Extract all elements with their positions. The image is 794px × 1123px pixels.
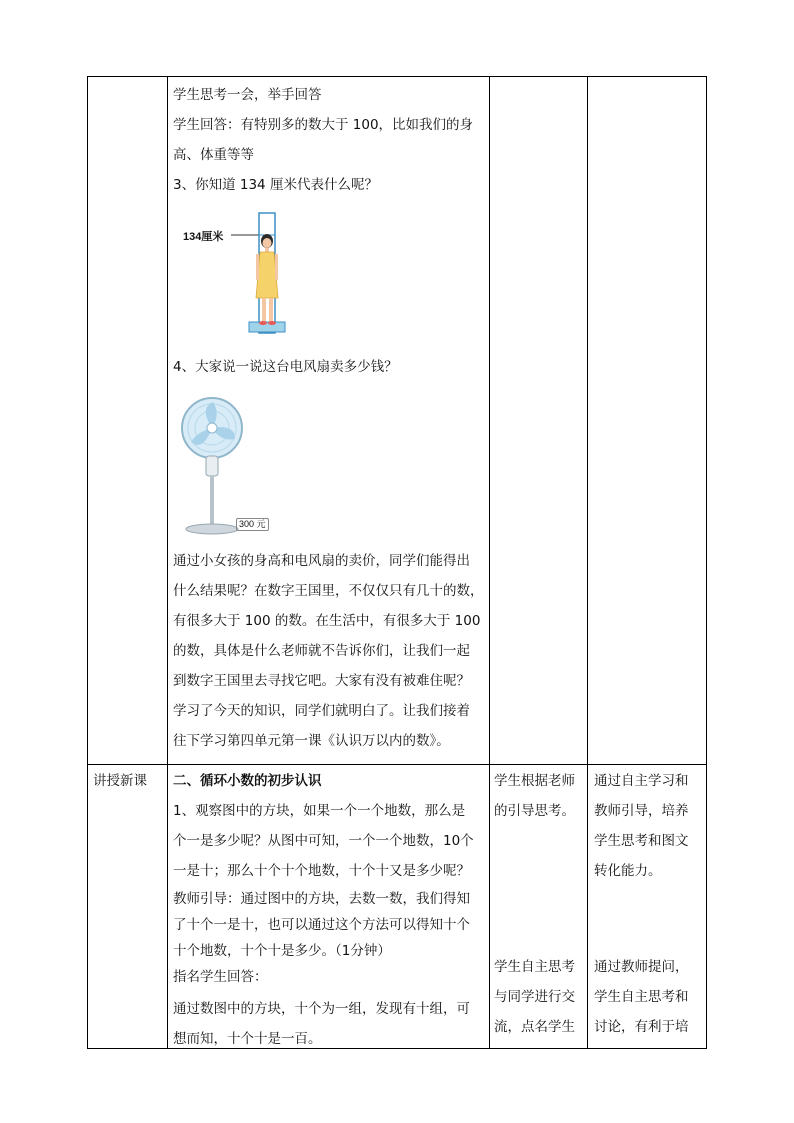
stage-label: 讲授新课 xyxy=(93,773,147,789)
content-line: 一是十；那么十个十个地数，十个十又是多少呢？ xyxy=(173,863,470,879)
electric-fan-illustration xyxy=(179,394,279,536)
design-intent-line: 转化能力。 xyxy=(594,863,662,879)
question-3: 3、你知道 134 厘米代表什么呢？ xyxy=(173,177,378,193)
content-line: 教师引导：通过图中的方块，去数一数，我们得知 xyxy=(173,891,470,907)
design-intent-line: 学生思考和图文 xyxy=(594,833,689,849)
student-activity-cell-2 xyxy=(494,952,584,1042)
body-line: 有很多大于 100 的数。在生活中，有很多大于 100 xyxy=(173,613,481,629)
row2-content-cell xyxy=(173,766,485,1054)
student-activity-line: 学生自主思考 xyxy=(494,959,575,975)
content-line: 指名学生回答： xyxy=(173,969,268,985)
design-intent-line: 学生自主思考和 xyxy=(594,989,689,1005)
student-activity-line: 与同学进行交 xyxy=(494,989,575,1005)
student-activity-line: 学生根据老师 xyxy=(494,773,575,789)
price-tag: 300 元 xyxy=(236,518,269,531)
lesson-plan-table xyxy=(87,76,707,1049)
column-divider-1 xyxy=(167,76,168,1049)
design-intent-line: 通过自主学习和 xyxy=(594,773,689,789)
height-label: 134厘米 xyxy=(183,231,224,243)
student-activity-line: 流，点名学生 xyxy=(494,1019,575,1035)
stage-label-cell xyxy=(93,766,165,796)
content-line: 想而知，十个十是一百。 xyxy=(173,1031,322,1047)
body-line: 的数，具体是什么老师就不告诉你们，让我们一起 xyxy=(173,643,470,659)
column-divider-2 xyxy=(489,76,490,1049)
row-divider xyxy=(87,764,707,765)
content-line: 个一是多少呢？从图中可知，一个一个地数，10个 xyxy=(173,833,474,849)
table-border-top xyxy=(87,76,707,77)
body-line: 通过小女孩的身高和电风扇的卖价，同学们能得出 xyxy=(173,553,470,569)
content-line: 十个地数，十个十是多少。（1分钟） xyxy=(173,943,391,959)
body-line: 学习了今天的知识，同学们就明白了。让我们接着 xyxy=(173,703,470,719)
design-intent-cell xyxy=(594,766,704,886)
content-line: 了十个一是十，也可以通过这个方法可以得知十个 xyxy=(173,917,470,933)
body-line: 什么结果呢？在数字王国里，不仅仅只有几十的数， xyxy=(173,583,484,599)
paragraph: 学生思考一会，举手回答 xyxy=(173,87,322,103)
student-activity-cell xyxy=(494,766,584,826)
column-divider-3 xyxy=(587,76,588,1049)
student-activity-line: 的引导思考。 xyxy=(494,803,575,819)
girl-height-illustration xyxy=(183,210,323,346)
paragraph: 学生回答：有特别多的数大于 100，比如我们的身 xyxy=(173,117,474,133)
content-line: 通过数图中的方块，十个为一组，发现有十组，可 xyxy=(173,1001,470,1017)
row1-content-cell xyxy=(173,80,485,200)
paragraph: 高、体重等等 xyxy=(173,147,254,163)
body-line: 到数字王国里去寻找它吧。大家有没有被难住呢？ xyxy=(173,673,470,689)
table-border-left xyxy=(87,76,88,1049)
section-heading: 二、循环小数的初步认识 xyxy=(173,773,322,789)
design-intent-line: 教师引导，培养 xyxy=(594,803,689,819)
body-line: 往下学习第四单元第一课《认识万以内的数》。 xyxy=(173,733,450,749)
design-intent-line: 讨论，有利于培 xyxy=(594,1019,689,1035)
row1-body-cell xyxy=(173,546,485,756)
question-4-cell xyxy=(173,352,485,382)
design-intent-line: 通过教师提问， xyxy=(594,959,689,975)
question-4: 4、大家说一说这台电风扇卖多少钱？ xyxy=(173,359,398,375)
table-border-right xyxy=(706,76,707,1049)
design-intent-cell-2 xyxy=(594,952,704,1042)
content-line: 1、观察图中的方块，如果一个一个地数，那么是 xyxy=(173,803,466,819)
